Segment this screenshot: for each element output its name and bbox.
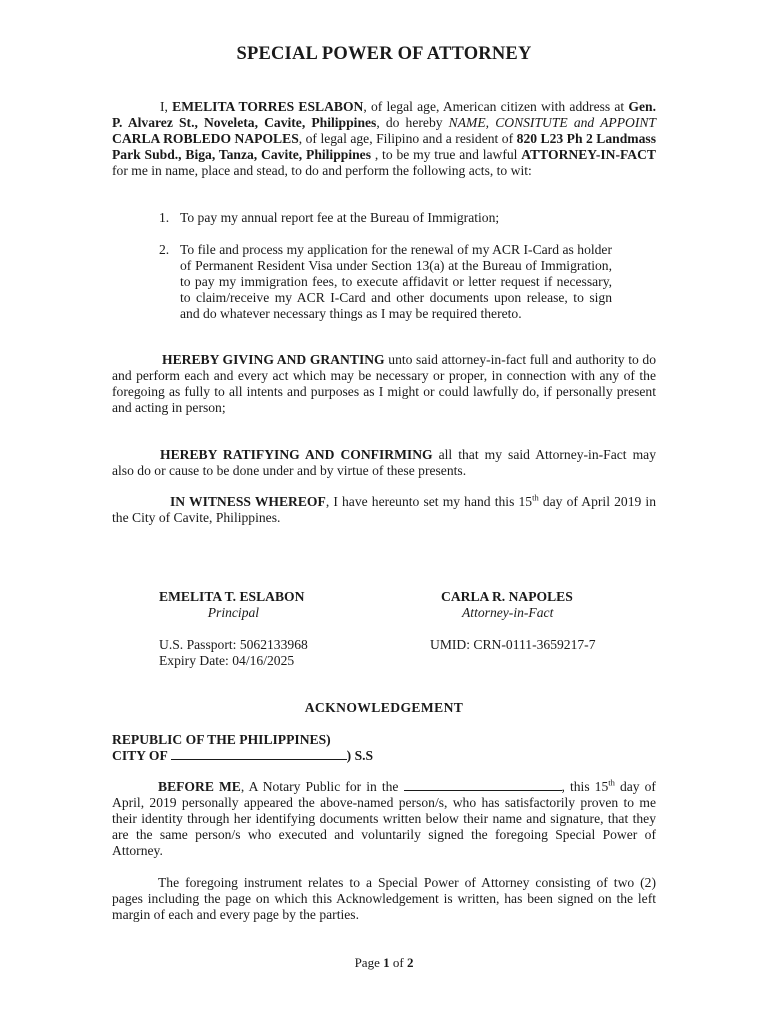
principal-signature-block	[159, 589, 308, 669]
list-item	[159, 242, 612, 322]
venue-city-suffix: ) S.S	[346, 748, 374, 764]
page-footer	[0, 955, 768, 971]
ratifying-lead: HEREBY RATIFYING AND CONFIRMING	[160, 447, 433, 462]
list-number: 2.	[159, 242, 170, 257]
principal-full-name: EMELITA TORRES ESLABON	[172, 99, 364, 114]
list-text: To pay my annual report fee at the Bureau of Immigration;	[180, 210, 500, 225]
ordinal-suffix: th	[532, 492, 539, 503]
intro-text: , to be my true and lawful	[374, 147, 518, 163]
principal-role: Principal	[207, 605, 260, 621]
granting-paragraph	[112, 352, 656, 416]
principal-passport-expiry: Expiry Date: 04/16/2025	[159, 653, 295, 669]
attorney-signature-block	[430, 589, 630, 653]
witness-lead: IN WITNESS WHEREOF	[170, 494, 326, 509]
intro-text: for me in name, place and stead, to do and perform the following acts, to wit:	[112, 163, 532, 179]
principal-passport: U.S. Passport: 5062133968	[159, 637, 308, 653]
intro-text: , of legal age, Filipino and a resident of	[298, 131, 514, 147]
ratifying-paragraph	[112, 447, 656, 479]
witness-paragraph	[112, 494, 656, 526]
granting-text: unto said attorney-in-fact full and authority to do and perform each and every act which may be necessary or proper, in connection with any of the foregoing as fully to all intents and purposes as I might or could lawfully do, if personally present and acting in person;	[112, 352, 657, 416]
document-title: SPECIAL POWER OF ATTORNEY	[236, 44, 532, 64]
list-item	[159, 210, 612, 226]
acknowledgement-title: ACKNOWLEDGEMENT	[304, 700, 464, 715]
list-text: To file and process my application for the renewal of my ACR I-Card as holder of Permanent Resident Visa under Section 13(a) at the Bureau of Immigration, to pay my immigration fees, to execute affidavit or letter request if necessary, to claim/receive my ACR I-Card and other documents upon release, to sign and do whatever necessary things as I may be required thereto.	[180, 242, 612, 322]
footer-page-word: Page	[354, 955, 380, 970]
city-blank-line	[171, 748, 347, 760]
principal-address: Gen. P. Alvarez St., Noveleta, Cavite, Philippines	[112, 99, 656, 131]
list-number: 1.	[159, 210, 170, 225]
witness-text: day of April 2019 in the City of Cavite, Philippines.	[112, 494, 656, 526]
witness-text: , I have hereunto set my hand this 15	[325, 494, 533, 509]
attorney-umid: UMID: CRN-0111-3659217-7	[430, 637, 596, 653]
intro-text: I,	[160, 99, 168, 114]
attorney-name: CARLA R. NAPOLES	[441, 589, 573, 604]
venue-city	[112, 748, 373, 764]
before-me-text: , A Notary Public for in the	[240, 779, 399, 794]
venue-city-label: CITY OF	[112, 748, 168, 764]
ordinal-suffix: th	[608, 777, 615, 788]
jurisdiction-blank-line	[404, 779, 562, 791]
footer-total-pages: 2	[406, 955, 414, 970]
venue-block	[112, 732, 373, 764]
principal-name: EMELITA T. ESLABON	[159, 589, 305, 604]
instrument-paragraph	[112, 875, 656, 923]
footer-of-word: of	[392, 955, 404, 970]
instrument-text: The foregoing instrument relates to a Special Power of Attorney consisting of two (2) pages including the page on which this Acknowledgement is written, has been signed on the left margin of each and every page by the parties.	[112, 875, 656, 923]
intro-text: , of legal age, American citizen with address at	[363, 99, 625, 114]
before-me-text: , this 15	[561, 779, 609, 794]
intro-paragraph	[112, 99, 656, 179]
ratifying-text: all that my said Attorney-in-Fact may also do or cause to be done under and by virtue of these presents.	[112, 447, 656, 479]
before-me-lead: BEFORE ME	[158, 779, 241, 794]
granting-lead: HEREBY GIVING AND GRANTING	[162, 352, 385, 367]
intro-text: , do hereby	[376, 115, 443, 131]
attorney-role: Attorney-in-Fact	[462, 605, 554, 621]
attorney-full-name: CARLA ROBLEDO NAPOLES	[112, 131, 299, 147]
appoint-phrase: NAME, CONSITUTE and APPOINT	[448, 115, 656, 131]
attorney-address: 820 L23 Ph 2 Landmass Park Subd., Biga, Tanza, Cavite, Philippines	[112, 131, 656, 163]
venue-republic: REPUBLIC OF THE PHILIPPINES)	[112, 732, 331, 747]
before-me-paragraph	[112, 779, 656, 859]
before-me-text: day of April, 2019 personally appeared the above-named person/s, who has satisfactorily proven to me their identity through her identifying documents written below their name and signature, that they are the same person/s who executed and voluntarily signed the foregoing Special Power of Attorney.	[112, 779, 656, 859]
attorney-title: ATTORNEY-IN-FACT	[521, 147, 656, 163]
footer-current-page: 1	[383, 955, 390, 970]
